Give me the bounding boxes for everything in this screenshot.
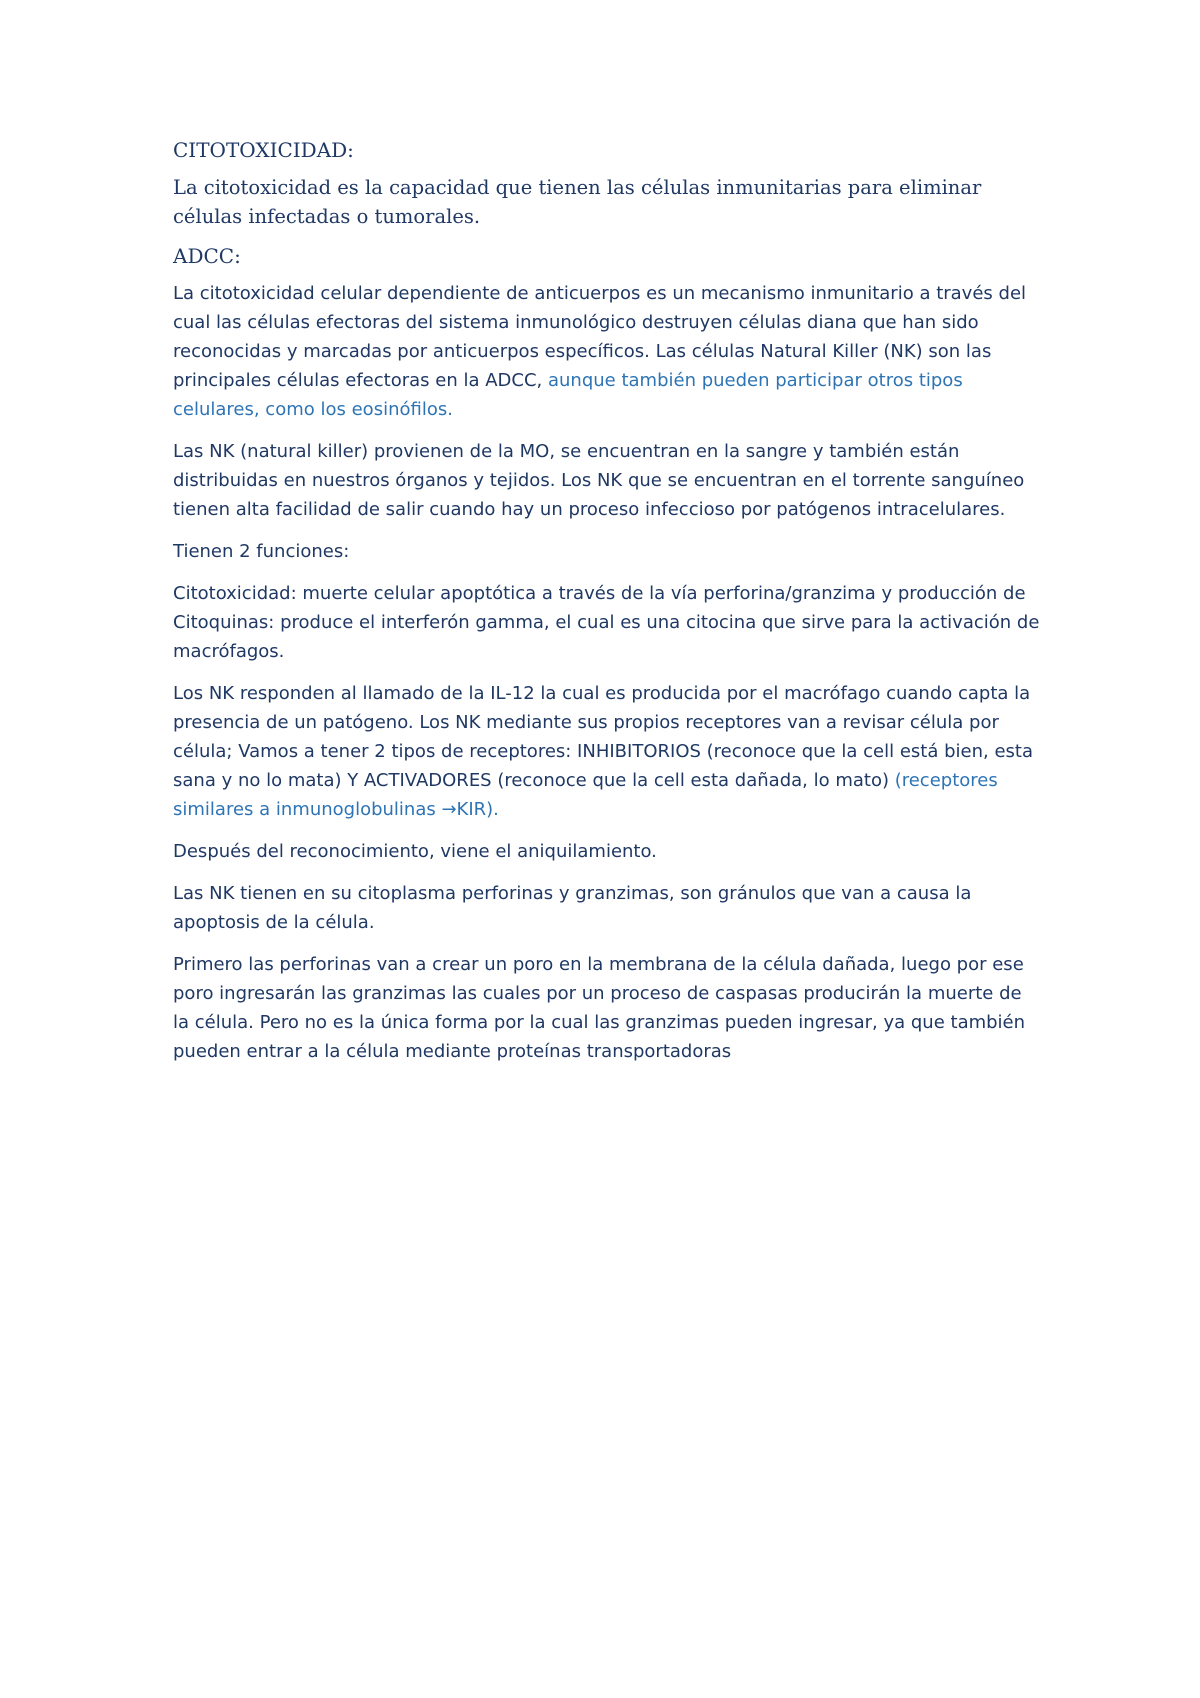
nk-origin-paragraph: Las NK (natural killer) provienen de la MO, se encuentran en la sangre y también están distribuidas en nuestros órganos y tejidos. Los NK que se encuentran en el torrente sanguíneo tienen alta facilidad de salir cuando hay un proceso infeccioso por patógenos intracelulares. [173,441,1025,520]
receptors-paragraph [173,679,1043,824]
adcc-paragraph [173,279,1043,424]
receptors-text: Los NK responden al llamado de la IL-12 la cual es producida por el macrófago cuando capta la presencia de un patógeno. Los NK mediante sus propios receptores van a revisar célula por célula; Vamos a tener 2 tipos de receptores: INHIBITORIOS (reconoce que la cell está bien, esta sana y no lo mata) Y ACTIVADORES (reconoce que la cell esta dañada, lo mato) [173,683,1033,791]
after-recognition-paragraph: Después del reconocimiento, viene el aniquilamiento. [173,841,657,862]
intro-paragraph: La citotoxicidad es la capacidad que tienen las células inmunitarias para eliminar células infectadas o tumorales. [173,176,982,228]
receptors-highlight: (receptores similares a inmunoglobulinas →KIR). [173,770,998,820]
functions-paragraph: Citotoxicidad: muerte celular apoptótica a través de la vía perforina/granzima y producción de Citoquinas: produce el interferón gamma, el cual es una citocina que sirve para la activación de macrófagos. [173,583,1040,662]
functions-intro: Tienen 2 funciones: [173,541,350,562]
adcc-highlight: aunque también pueden participar otros tipos celulares, como los eosinófilos. [173,370,963,420]
heading-citotoxicidad: CITOTOXICIDAD: [173,138,354,162]
mechanism-paragraph: Primero las perforinas van a crear un poro en la membrana de la célula dañada, luego por ese poro ingresarán las granzimas las cuales por un proceso de caspasas producirán la muerte de la célula. Pero no es la única forma por la cual las granzimas pueden ingresar, ya que también pueden entrar a la célula mediante proteínas transportadoras [173,954,1026,1062]
adcc-text: La citotoxicidad celular dependiente de anticuerpos es un mecanismo inmunitario a través del cual las células efectoras del sistema inmunológico destruyen células diana que han sido reconocidas y marcadas por anticuerpos específicos. Las células Natural Killer (NK) son las principales células efectoras en la ADCC, [173,283,1027,391]
document-page [173,135,1043,1079]
granules-paragraph: Las NK tienen en su citoplasma perforinas y granzimas, son gránulos que van a causa la apoptosis de la célula. [173,883,972,933]
heading-adcc: ADCC: [173,244,241,268]
